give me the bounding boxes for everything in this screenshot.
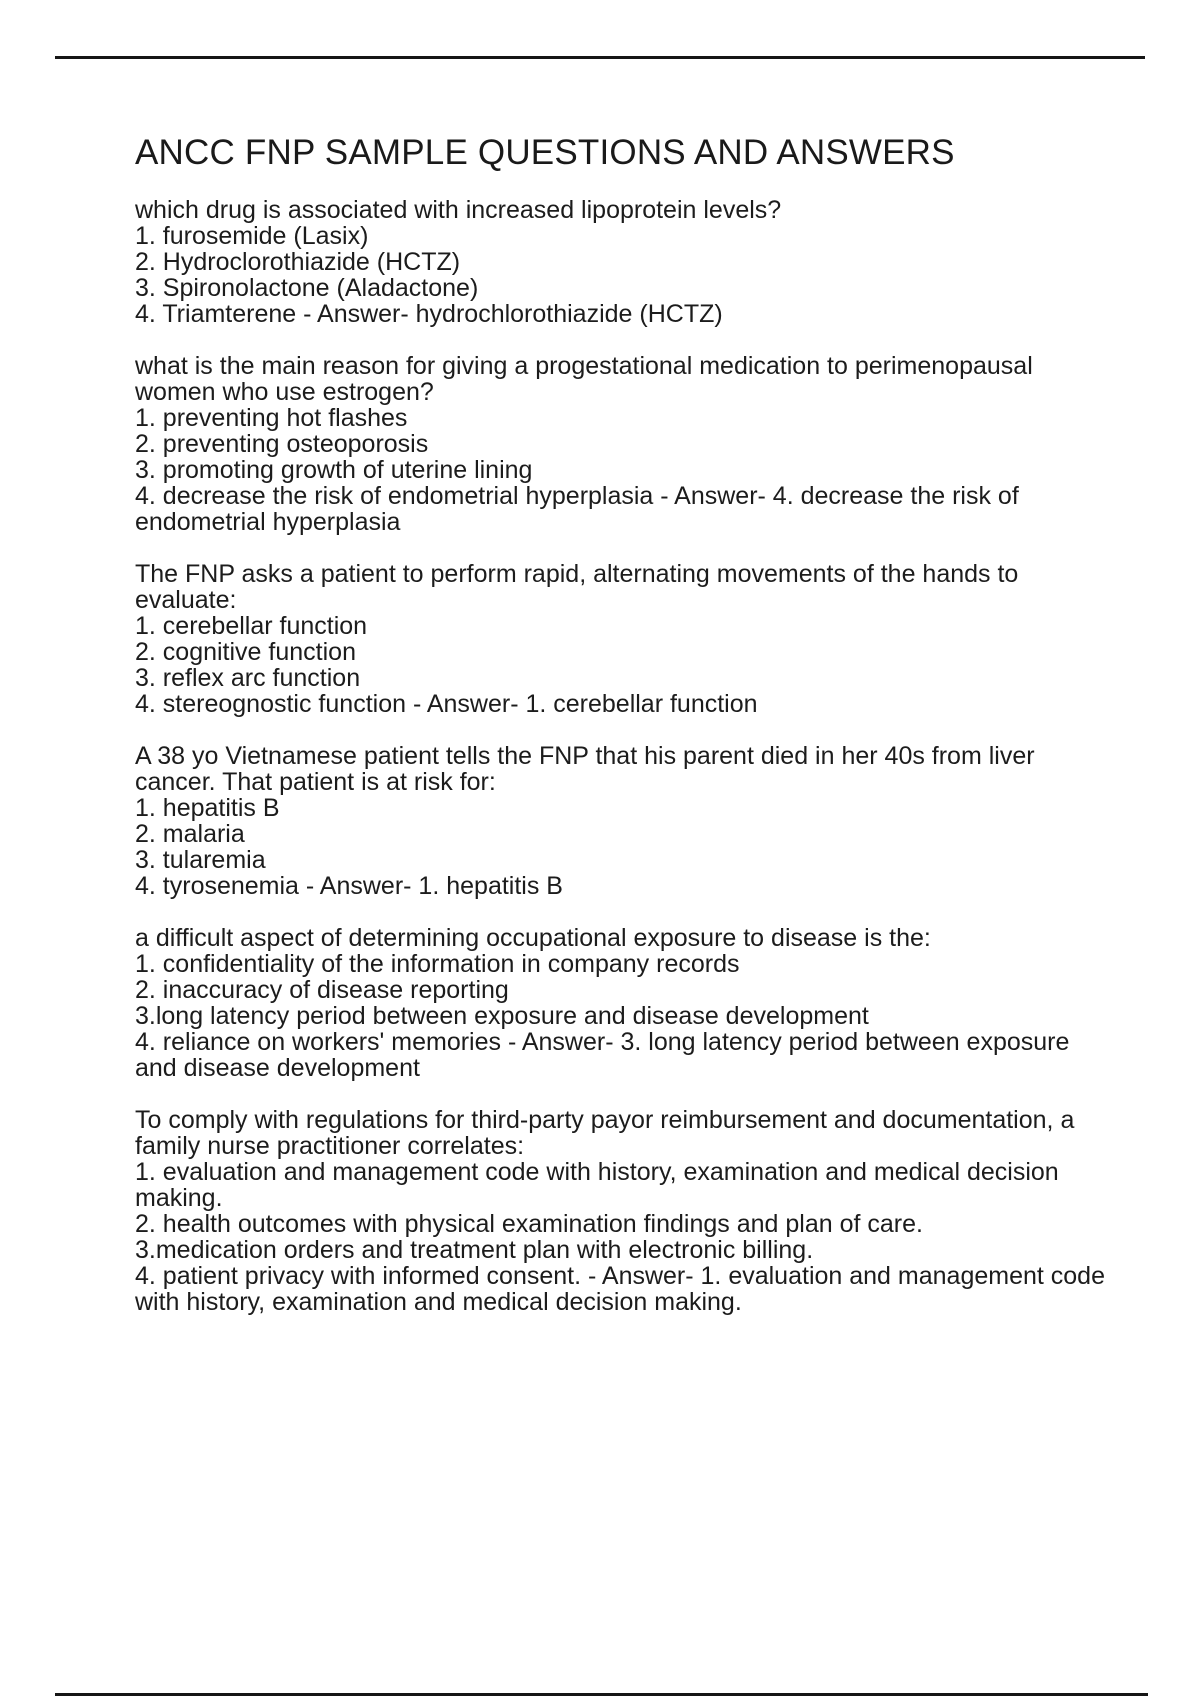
page-content — [135, 0, 1113, 1341]
option-line: 2. cognitive function — [135, 638, 356, 666]
option-line: 4. Triamterene - Answer- hydrochlorothiazide (HCTZ) — [135, 300, 723, 328]
bottom-rule — [55, 1693, 1148, 1696]
question-text: a difficult aspect of determining occupational exposure to disease is the: — [135, 924, 931, 952]
option-line: 3. reflex arc function — [135, 664, 361, 692]
option-line: 3. promoting growth of uterine lining — [135, 456, 533, 484]
option-line: 2. preventing osteoporosis — [135, 430, 429, 458]
option-line: 3. tularemia — [135, 846, 266, 874]
option-line: 4. stereognostic function - Answer- 1. cerebellar function — [135, 690, 758, 718]
option-line: 1. hepatitis B — [135, 794, 280, 822]
option-line: 3.long latency period between exposure and disease development — [135, 1002, 869, 1030]
question-text: A 38 yo Vietnamese patient tells the FNP that his parent died in her 40s from liver cancer. That patient is at risk for: — [135, 742, 1035, 796]
option-line: 1. confidentiality of the information in company records — [135, 950, 740, 978]
question-block — [135, 197, 1113, 327]
question-list — [135, 197, 1113, 1315]
option-line: 1. cerebellar function — [135, 612, 368, 640]
option-line: 2. malaria — [135, 820, 245, 848]
question-text: The FNP asks a patient to perform rapid, alternating movements of the hands to evaluate: — [135, 560, 1019, 614]
option-line: 4. tyrosenemia - Answer- 1. hepatitis B — [135, 872, 563, 900]
option-line: 4. patient privacy with informed consent. - Answer- 1. evaluation and management code with history, examination and medical decision making. — [135, 1262, 1105, 1316]
question-block — [135, 561, 1113, 717]
question-block — [135, 743, 1113, 899]
option-line: 4. reliance on workers' memories - Answer- 3. long latency period between exposure and disease development — [135, 1028, 1070, 1082]
option-line: 1. furosemide (Lasix) — [135, 222, 369, 250]
page-title: ANCC FNP SAMPLE QUESTIONS AND ANSWERS — [135, 133, 955, 172]
question-text: To comply with regulations for third-party payor reimbursement and documentation, a family nurse practitioner correlates: — [135, 1106, 1075, 1160]
option-line: 2. inaccuracy of disease reporting — [135, 976, 509, 1004]
question-text: which drug is associated with increased lipoprotein levels? — [135, 196, 782, 224]
option-line: 2. Hydroclorothiazide (HCTZ) — [135, 248, 461, 276]
question-text: what is the main reason for giving a progestational medication to perimenopausal women who use estrogen? — [135, 352, 1033, 406]
question-block — [135, 353, 1113, 535]
option-line: 1. evaluation and management code with history, examination and medical decision making. — [135, 1158, 1059, 1212]
option-line: 3. Spironolactone (Aladactone) — [135, 274, 479, 302]
option-line: 3.medication orders and treatment plan with electronic billing. — [135, 1236, 814, 1264]
option-line: 4. decrease the risk of endometrial hyperplasia - Answer- 4. decrease the risk of endometrial hyperplasia — [135, 482, 1019, 536]
option-line: 1. preventing hot flashes — [135, 404, 408, 432]
question-block — [135, 1107, 1113, 1315]
option-line: 2. health outcomes with physical examination findings and plan of care. — [135, 1210, 923, 1238]
question-block — [135, 925, 1113, 1081]
